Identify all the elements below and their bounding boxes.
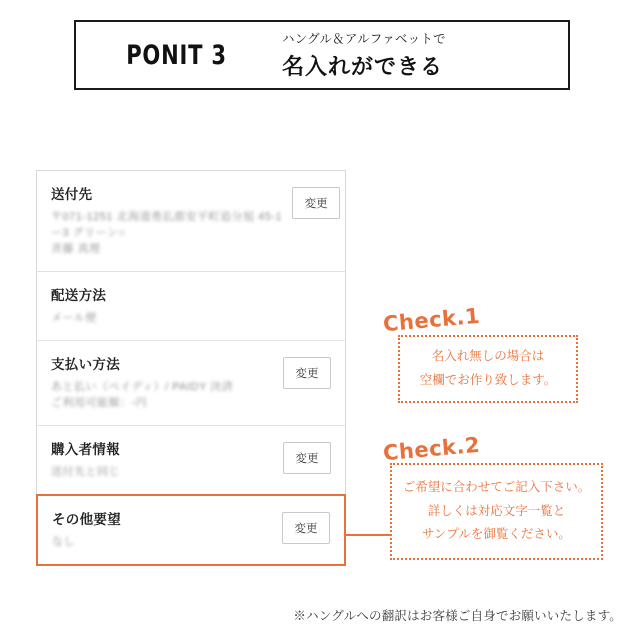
row-texts — [52, 508, 282, 551]
check-2-box — [390, 463, 603, 560]
banner-text-area — [276, 29, 568, 81]
row-title-shipping-method: 配送方法 — [51, 287, 107, 303]
check-1-line-2: 空欄でお作り致します。 — [419, 373, 557, 387]
table-row — [37, 272, 345, 341]
check-1-line-1: 名入れ無しの場合は — [431, 349, 545, 364]
header-banner — [74, 20, 570, 90]
row-detail: ご利用可能額：-円 — [51, 396, 148, 409]
banner-headline: 名入れができる — [282, 54, 444, 79]
table-row — [37, 426, 345, 495]
row-detail: 斉藤 真理 — [51, 242, 101, 255]
row-title-buyer-info: 購入者情報 — [51, 441, 120, 457]
row-detail: あと払い（ペイディ）/ PAIDY 決済 — [51, 380, 234, 393]
check-2-line-3: サンプルを御覧ください。 — [422, 527, 571, 542]
row-texts — [51, 183, 292, 258]
table-row — [37, 171, 345, 272]
row-title-payment-method: 支払い方法 — [51, 356, 120, 372]
row-detail: なし — [52, 535, 75, 548]
banner-subtitle: ハングル＆アルファベットで — [282, 32, 446, 46]
row-title-other-requests: その他要望 — [52, 511, 121, 527]
row-texts — [51, 353, 283, 412]
change-button-shipping-address[interactable]: 変更 — [292, 187, 340, 219]
connector-line — [346, 534, 391, 536]
order-summary-card — [36, 170, 346, 566]
row-texts — [51, 284, 331, 327]
check-2-label: Check.2 — [382, 432, 481, 466]
table-row — [37, 341, 345, 426]
row-detail: 送付先と同じ — [51, 465, 120, 478]
banner-title-area — [76, 22, 276, 88]
change-button-buyer-info[interactable]: 変更 — [283, 442, 331, 474]
row-title-shipping-address: 送付先 — [51, 187, 93, 202]
row-detail: 〒071-1251 北海道勇払郡安平町追分旭 45-1 — [51, 211, 283, 223]
footnote: ※ハングルへの翻訳はお客様ご自身でお願いいたします。 — [293, 609, 622, 623]
row-detail: メール便 — [51, 311, 97, 324]
table-row-other-requests — [36, 494, 346, 566]
row-detail: ー3 グリーン○ — [51, 226, 126, 239]
change-button-payment-method[interactable]: 変更 — [283, 357, 331, 389]
check-2-line-2: 詳しくは対応文字一覧と — [427, 503, 566, 518]
check-2-line-1: ご希望に合わせてご記入下さい。 — [402, 479, 591, 494]
change-button-other-requests[interactable]: 変更 — [282, 512, 330, 544]
row-texts — [51, 438, 283, 481]
check-1-label: Check.1 — [382, 303, 481, 337]
banner-title: PONIT 3 — [125, 39, 227, 71]
check-1-box — [398, 335, 578, 403]
